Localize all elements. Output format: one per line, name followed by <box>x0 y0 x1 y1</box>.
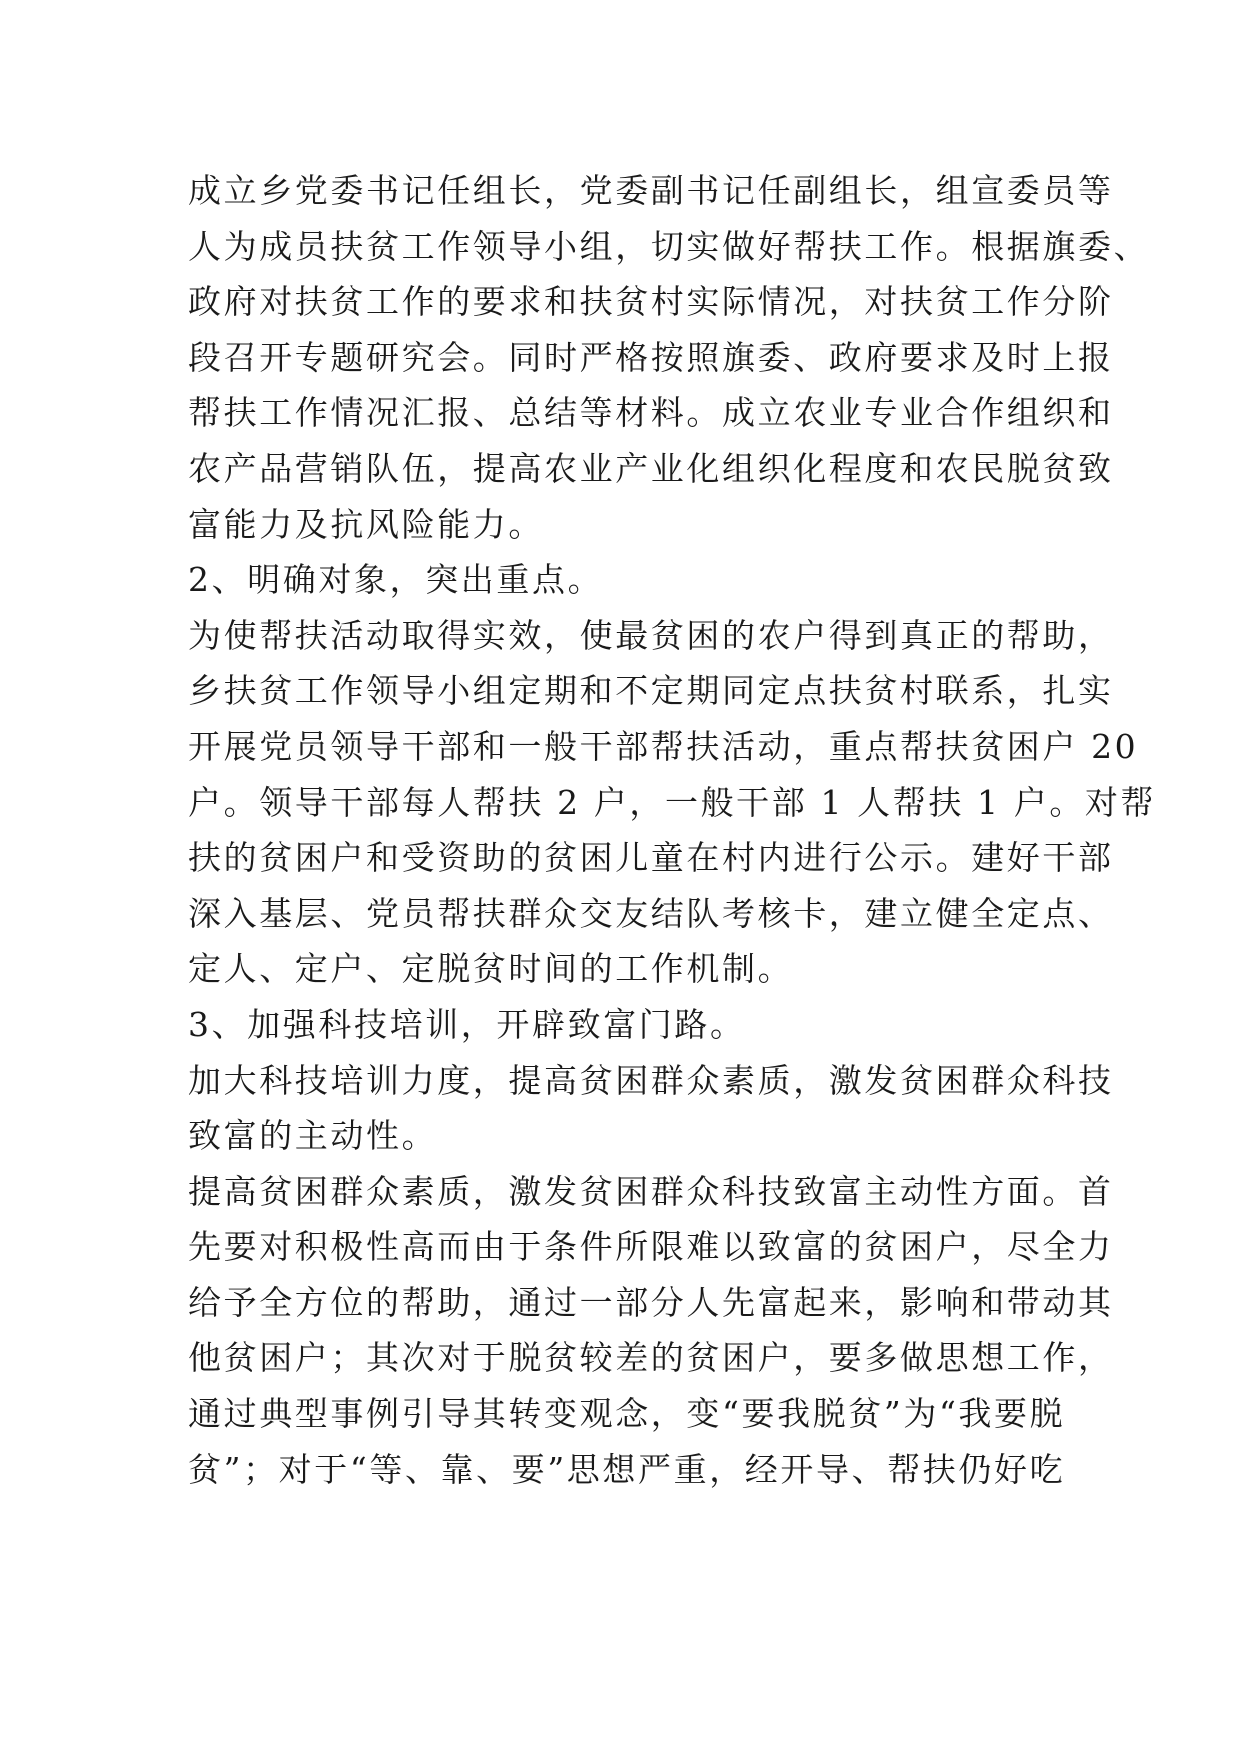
section-heading: 2、明确对象，突出重点。 <box>188 560 604 600</box>
text-line: 致富的主动性。 <box>188 1116 438 1156</box>
text-line: 提高贫困群众素质，激发贫困群众科技致富主动性方面。首 <box>188 1171 1114 1211</box>
text-line: 加大科技培训力度，提高贫困群众素质，激发贫困群众科技 <box>188 1060 1114 1100</box>
text-line: 乡扶贫工作领导小组定期和不定期同定点扶贫村联系，扎实 <box>188 671 1114 711</box>
text-line: 开展党员领导干部和一般干部帮扶活动，重点帮扶贫困户 20 <box>188 726 1139 766</box>
text-line: 定人、定户、定脱贫时间的工作机制。 <box>188 949 794 989</box>
body-text <box>188 163 1157 1497</box>
text-line: 贫”；对于“等、靠、要”思想严重，经开导、帮扶仍好吃 <box>188 1449 1066 1489</box>
text-line: 段召开专题研究会。同时严格按照旗委、政府要求及时上报 <box>188 337 1114 377</box>
text-line: 人为成员扶贫工作领导小组，切实做好帮扶工作。根据旗委、 <box>188 226 1150 266</box>
text-line: 户。领导干部每人帮扶 2 户，一般干部 1 人帮扶 1 户。对帮 <box>188 782 1157 822</box>
text-line: 农产品营销队伍，提高农业产业化组织化程度和农民脱贫致 <box>188 448 1114 488</box>
section-heading: 3、加强科技培训，开辟致富门路。 <box>188 1004 746 1044</box>
text-line: 帮扶工作情况汇报、总结等材料。成立农业专业合作组织和 <box>188 393 1114 433</box>
text-line: 通过典型事例引导其转变观念，变“要我脱贫”为“我要脱 <box>188 1394 1066 1434</box>
text-line: 给予全方位的帮助，通过一部分人先富起来，影响和带动其 <box>188 1282 1114 1322</box>
text-line: 先要对积极性高而由于条件所限难以致富的贫困户，尽全力 <box>188 1227 1114 1267</box>
text-line: 成立乡党委书记任组长，党委副书记任副组长，组宣委员等 <box>188 171 1114 210</box>
text-line: 深入基层、党员帮扶群众交友结队考核卡，建立健全定点、 <box>188 893 1114 933</box>
text-line: 为使帮扶活动取得实效，使最贫困的农户得到真正的帮助， <box>188 615 1114 655</box>
text-line: 他贫困户；其次对于脱贫较差的贫困户，要多做思想工作， <box>188 1338 1114 1378</box>
text-line: 富能力及抗风险能力。 <box>188 504 544 544</box>
text-line: 扶的贫困户和受资助的贫困儿童在村内进行公示。建好干部 <box>188 838 1114 878</box>
text-line: 政府对扶贫工作的要求和扶贫村实际情况，对扶贫工作分阶 <box>188 282 1114 322</box>
